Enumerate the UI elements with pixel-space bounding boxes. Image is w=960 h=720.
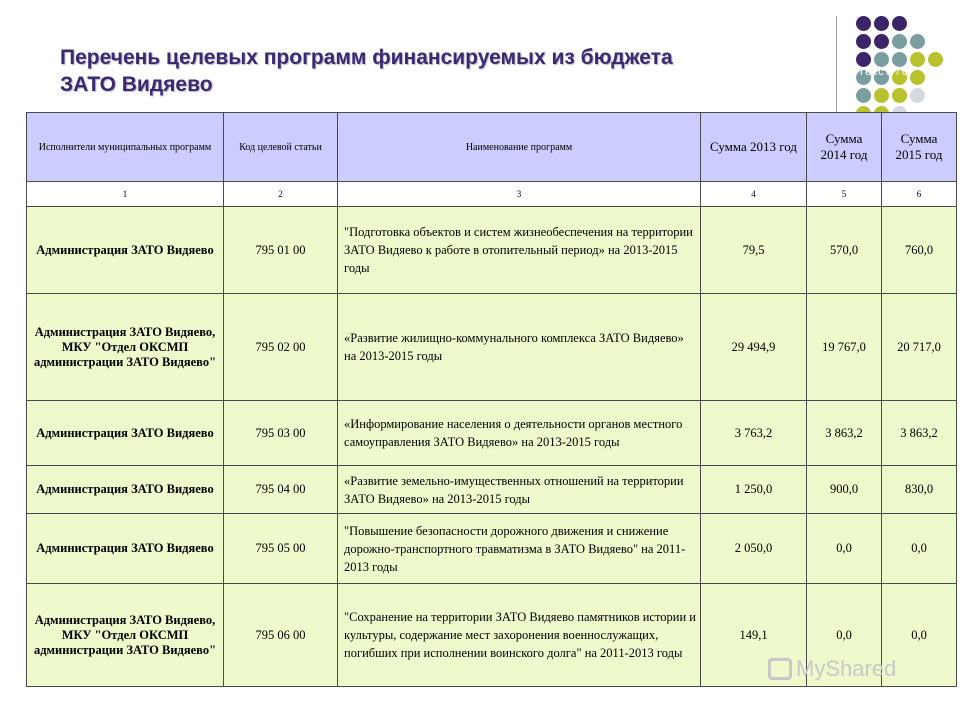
table-row [27,514,957,584]
dot [928,52,943,67]
cell-code: 795 03 00 [224,401,338,466]
cell-program-name: "Сохранение на территории ЗАТО Видяево памятников истории и культуры, содержание мест захоронения военнослужащих, погибших при исполнении воинского долга" на 2011-2013 годы [338,584,701,687]
dot [856,52,871,67]
cell-sum-2014: 900,0 [807,466,882,514]
cell-executor: Администрация ЗАТО Видяево, МКУ "Отдел ОКСМП администрации ЗАТО Видяево" [27,294,224,401]
cell-sum-2015: 0,0 [882,514,957,584]
header-sum-2015: Сумма 2015 год [882,113,957,182]
cell-sum-2014: 0,0 [807,584,882,687]
header-name: Наименование программ [338,113,701,182]
column-number: 4 [701,182,807,207]
cell-sum-2013: 3 763,2 [701,401,807,466]
cell-sum-2013: 149,1 [701,584,807,687]
programs-table [26,112,957,687]
header-sum-2013: Сумма 2013 год [701,113,807,182]
page-title-line1: Перечень целевых программ финансируемых из бюджета [60,46,673,69]
cell-executor: Администрация ЗАТО Видяево [27,514,224,584]
column-number: 6 [882,182,957,207]
cell-sum-2014: 570,0 [807,207,882,294]
dot [910,88,925,103]
cell-executor: Администрация ЗАТО Видяево [27,466,224,514]
dot [856,34,871,49]
column-number: 3 [338,182,701,207]
table-row [27,294,957,401]
table-row [27,401,957,466]
cell-sum-2015: 20 717,0 [882,294,957,401]
header-sum-2014: Сумма 2014 год [807,113,882,182]
table-row [27,207,957,294]
header-code: Код целевой статьи [224,113,338,182]
cell-code: 795 06 00 [224,584,338,687]
dot [874,88,889,103]
table-header-row [27,113,957,182]
cell-sum-2015: 0,0 [882,584,957,687]
watermark [768,656,896,682]
cell-sum-2014: 19 767,0 [807,294,882,401]
page-title-line2: ЗАТО Видяево [60,73,213,96]
dot [910,70,925,85]
dot [856,88,871,103]
header-executor: Исполнители муниципальных программ [27,113,224,182]
dot [892,52,907,67]
cell-executor: Администрация ЗАТО Видяево, МКУ "Отдел ОКСМП администрации ЗАТО Видяево" [27,584,224,687]
dot [910,34,925,49]
cell-program-name: "Повышение безопасности дорожного движения и снижение дорожно-транспортного травматизма в ЗАТО Видяево" на 2011-2013 годы [338,514,701,584]
cell-program-name: "Подготовка объектов и систем жизнеобеспечения на территории ЗАТО Видяево к работе в отопительный период» на 2013-2015 годы [338,207,701,294]
column-number: 1 [27,182,224,207]
cell-sum-2015: 830,0 [882,466,957,514]
page-number: Текст 70 [858,66,909,78]
cell-executor: Администрация ЗАТО Видяево [27,207,224,294]
column-number: 2 [224,182,338,207]
cell-sum-2013: 2 050,0 [701,514,807,584]
cell-code: 795 01 00 [224,207,338,294]
column-number: 5 [807,182,882,207]
dot [874,16,889,31]
dot [910,52,925,67]
table-row [27,466,957,514]
cell-sum-2015: 3 863,2 [882,401,957,466]
cell-program-name: «Развитие земельно-имущественных отношений на территории ЗАТО Видяево» на 2013-2015 годы [338,466,701,514]
dot [892,88,907,103]
cell-code: 795 05 00 [224,514,338,584]
cell-program-name: «Развитие жилищно-коммунального комплекса ЗАТО Видяево» на 2013-2015 годы [338,294,701,401]
cell-sum-2014: 0,0 [807,514,882,584]
dot [892,34,907,49]
cell-sum-2015: 760,0 [882,207,957,294]
cell-sum-2014: 3 863,2 [807,401,882,466]
cell-code: 795 04 00 [224,466,338,514]
dot [856,16,871,31]
watermark-text: MyShared [796,656,897,681]
cell-sum-2013: 79,5 [701,207,807,294]
cell-code: 795 02 00 [224,294,338,401]
page-title [60,44,820,98]
column-number-row [27,182,957,207]
cell-sum-2013: 29 494,9 [701,294,807,401]
cell-program-name: «Информирование населения о деятельности органов местного самоуправления ЗАТО Видяево» на 2013-2015 годы [338,401,701,466]
dot [874,34,889,49]
slideshow-icon [768,658,792,680]
dot [892,16,907,31]
cell-sum-2013: 1 250,0 [701,466,807,514]
dot [874,52,889,67]
cell-executor: Администрация ЗАТО Видяево [27,401,224,466]
